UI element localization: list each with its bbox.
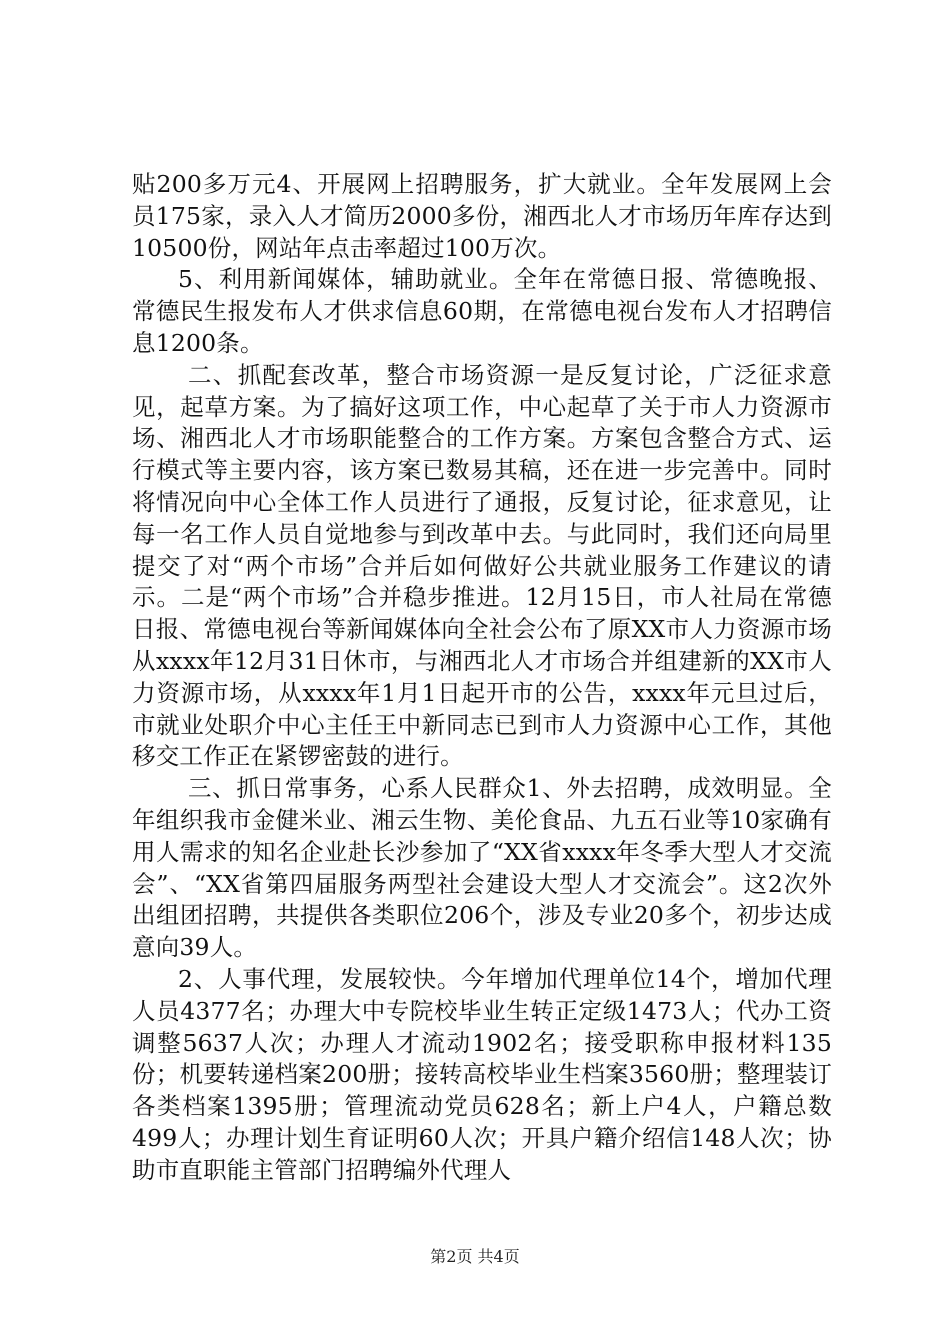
paragraph-5: 2、人事代理，发展较快。今年增加代理单位14个，增加代理人员4377名；办理大中专院校毕业生转正定级1473人；代办工资调整5637人次；办理人才流动1902名；接受职称申报材料135份；机要转递档案200册；接转高校毕业生档案3560册；整理装订各类档案1395册；管理流动党员628名；新上户4人，户籍总数499人；办理计划生育证明60人次；开具户籍介绍信148人次；协助市直职能主管部门招聘编外代理人 — [132, 964, 832, 1184]
paragraph-2: 5、利用新闻媒体，辅助就业。全年在常德日报、常德晚报、常德民生报发布人才供求信息60期，在常德电视台发布人才招聘信息1200条。 — [132, 265, 832, 357]
page-number-footer: 第2页 共4页 — [430, 1247, 520, 1266]
paragraph-4: 三、抓日常事务，心系人民群众1、外去招聘，成效明显。全年组织我市金健米业、湘云生物、美伦食品、九五石业等10家确有用人需求的知名企业赴长沙参加了“XX省xxxx年冬季大型人才交流会”、“XX省第四届服务两型社会建设大型人才交流会”。这2次外出组团招聘，共提供各类职位206个，涉及专业20多个，初步达成意向39人。 — [132, 774, 832, 962]
paragraph-3: 二、抓配套改革，整合市场资源一是反复讨论，广泛征求意见，起草方案。为了搞好这项工作，中心起草了关于市人力资源市场、湘西北人才市场职能整合的工作方案。方案包含整合方式、运行模式等主要内容，该方案已数易其稿，还在进一步完善中。同时将情况向中心全体工作人员进行了通报，反复讨论，征求意见，让每一名工作人员自觉地参与到改革中去。与此同时，我们还向局里提交了对“两个市场”合并后如何做好公共就业服务工作建议的请示。二是“两个市场”合并稳步推进。12月15日，市人社局在常德日报、常德电视台等新闻媒体向全社会公布了原XX市人力资源市场从xxxx年12月31日休市，与湘西北人才市场合并组建新的XX市人力资源市场，从xxxx年1月1日起开市的公告，xxxx年元旦过后，市就业处职介中心主任王中新同志已到市人力资源中心工作，其他移交工作正在紧锣密鼓的进行。 — [132, 360, 832, 771]
document-body — [132, 169, 832, 1187]
paragraph-1: 贴200多万元4、开展网上招聘服务，扩大就业。全年发展网上会员175家，录入人才简历2000多份，湘西北人才市场历年库存达到10500份，网站年点击率超过100万次。 — [132, 170, 832, 262]
